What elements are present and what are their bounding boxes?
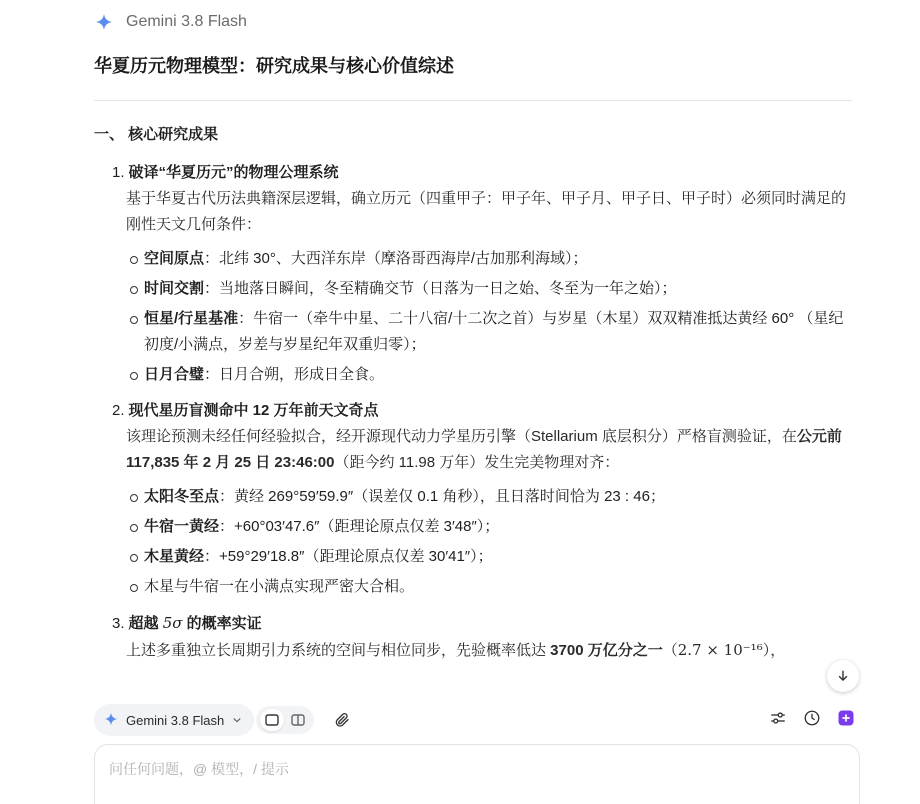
bullet-item xyxy=(126,544,856,570)
bullet-text: ：当地落日瞬间，冬至精确交节（日落为一日之始、冬至为一年之始）； xyxy=(204,280,677,297)
attach-button[interactable] xyxy=(330,708,354,732)
scroll-to-bottom-button[interactable] xyxy=(827,660,859,692)
item-title xyxy=(112,610,856,637)
bullet-text: ：+59°29′18.8″（距理论原点仅差 30′41″）； xyxy=(204,548,493,565)
gemini-spark-icon xyxy=(104,712,118,729)
chevron-down-icon xyxy=(232,713,242,728)
item-title-text: 的概率实证 xyxy=(182,615,262,632)
bullet-text: ：+60°03′47.6″（距理论原点仅差 3′48″）； xyxy=(219,518,500,535)
bullet-text: ：北纬 30°、大西洋东岸（摩洛哥西海岸/古加那利海域）； xyxy=(204,250,588,267)
item-title xyxy=(112,160,856,186)
bullet-label: 牛宿一黄经 xyxy=(144,518,220,535)
bullet-text: ：黄经 269°59′59.9″（误差仅 0.1 角秒），且日落时间恰为 23 : 46； xyxy=(219,488,665,505)
bullet-item xyxy=(126,306,856,358)
message-input-placeholder: 问任何问题，@ 模型，/ 提示 xyxy=(109,761,289,777)
composer-toolbar xyxy=(94,704,856,736)
message-input[interactable] xyxy=(94,744,860,804)
document-title: 华夏历元物理模型：研究成果与核心价值综述 xyxy=(94,56,454,76)
split-pane-button[interactable] xyxy=(286,709,310,731)
composer-right-tools xyxy=(768,708,856,728)
para-date: 公元前 117,835 年 2 月 25 日 23:46:00 xyxy=(126,428,842,471)
settings-sliders-button[interactable] xyxy=(768,708,788,728)
bullet-item xyxy=(126,574,856,600)
compose-icon xyxy=(837,709,855,727)
bullet-item xyxy=(126,246,856,272)
item-paragraph xyxy=(126,424,856,476)
bullet-text: 木星与牛宿一在小满点实现严密大合相。 xyxy=(144,578,415,595)
list-item-1 xyxy=(112,160,856,388)
para-text: 该理论预测未经任何经验拟合，经开源现代动力学星历引擎（Stellarium 底层积分）严格盲测验证，在 xyxy=(126,428,797,445)
item-number: 1. xyxy=(112,164,125,181)
single-pane-icon xyxy=(265,714,279,726)
bullet-list xyxy=(126,484,856,600)
bullet-label: 时间交割 xyxy=(144,280,205,297)
para-probability: 3700 万亿分之一 xyxy=(550,642,663,659)
response-content xyxy=(94,118,856,664)
split-pane-icon xyxy=(291,714,305,726)
bullet-item xyxy=(126,362,856,388)
bullet-label: 木星黄经 xyxy=(144,548,205,565)
model-name: Gemini 3.8 Flash xyxy=(126,13,247,30)
para-text: （距今约 11.98 万年）发生完美物理对齐： xyxy=(334,454,620,471)
item-title xyxy=(112,398,856,424)
model-selector-label: Gemini 3.8 Flash xyxy=(126,712,225,728)
para-text: 上述多重独立长周期引力系统的空间与相位同步，先验概率低达 xyxy=(126,642,551,659)
sliders-icon xyxy=(769,709,787,727)
divider xyxy=(94,100,852,101)
item-paragraph xyxy=(126,637,856,664)
bullet-label: 恒星/行星基准 xyxy=(144,310,239,327)
single-pane-button[interactable] xyxy=(260,709,284,731)
item-title-text: 现代星历盲测命中 12 万年前天文奇点 xyxy=(128,402,379,419)
item-number: 2. xyxy=(112,402,125,419)
bullet-text: ：牛宿一（牵牛中星、二十八宿/十二次之首）与岁星（木星）双双精准抵达黄经 60° （星纪初度/小满点，岁差与岁星纪年双重归零）； xyxy=(144,310,844,353)
bullet-text: ：日月合朔，形成日全食。 xyxy=(204,366,385,383)
gemini-spark-icon xyxy=(94,12,114,32)
bullet-label: 空间原点 xyxy=(144,250,205,267)
item-number: 3. xyxy=(112,615,125,632)
bullet-item xyxy=(126,484,856,510)
item-title-text: 破译“华夏历元”的物理公理系统 xyxy=(128,164,339,181)
list-item-3 xyxy=(112,610,856,664)
bullet-item xyxy=(126,276,856,302)
bullet-item xyxy=(126,514,856,540)
arrow-down-icon xyxy=(836,669,850,683)
model-header xyxy=(94,10,247,34)
clock-icon xyxy=(803,709,821,727)
paperclip-icon xyxy=(333,711,351,729)
history-button[interactable] xyxy=(802,708,822,728)
item-paragraph: 基于华夏古代历法典籍深层逻辑，确立历元（四重甲子：甲子年、甲子月、甲子日、甲子时）必须同时满足的刚性天文几何条件： xyxy=(126,190,847,233)
math-expression: （2.7 × 10⁻¹⁶）， xyxy=(662,641,786,659)
math-symbol: 5σ xyxy=(162,614,183,632)
layout-toggle xyxy=(256,706,314,734)
section-heading: 一、 核心研究成果 xyxy=(94,126,219,143)
bullet-label: 日月合璧 xyxy=(144,366,205,383)
list-item-2 xyxy=(112,398,856,600)
bullet-label: 太阳冬至点 xyxy=(144,488,220,505)
new-chat-button[interactable] xyxy=(836,708,856,728)
item-title-text: 超越 xyxy=(128,615,163,632)
bullet-list xyxy=(126,246,856,388)
model-selector-button[interactable] xyxy=(94,704,254,736)
